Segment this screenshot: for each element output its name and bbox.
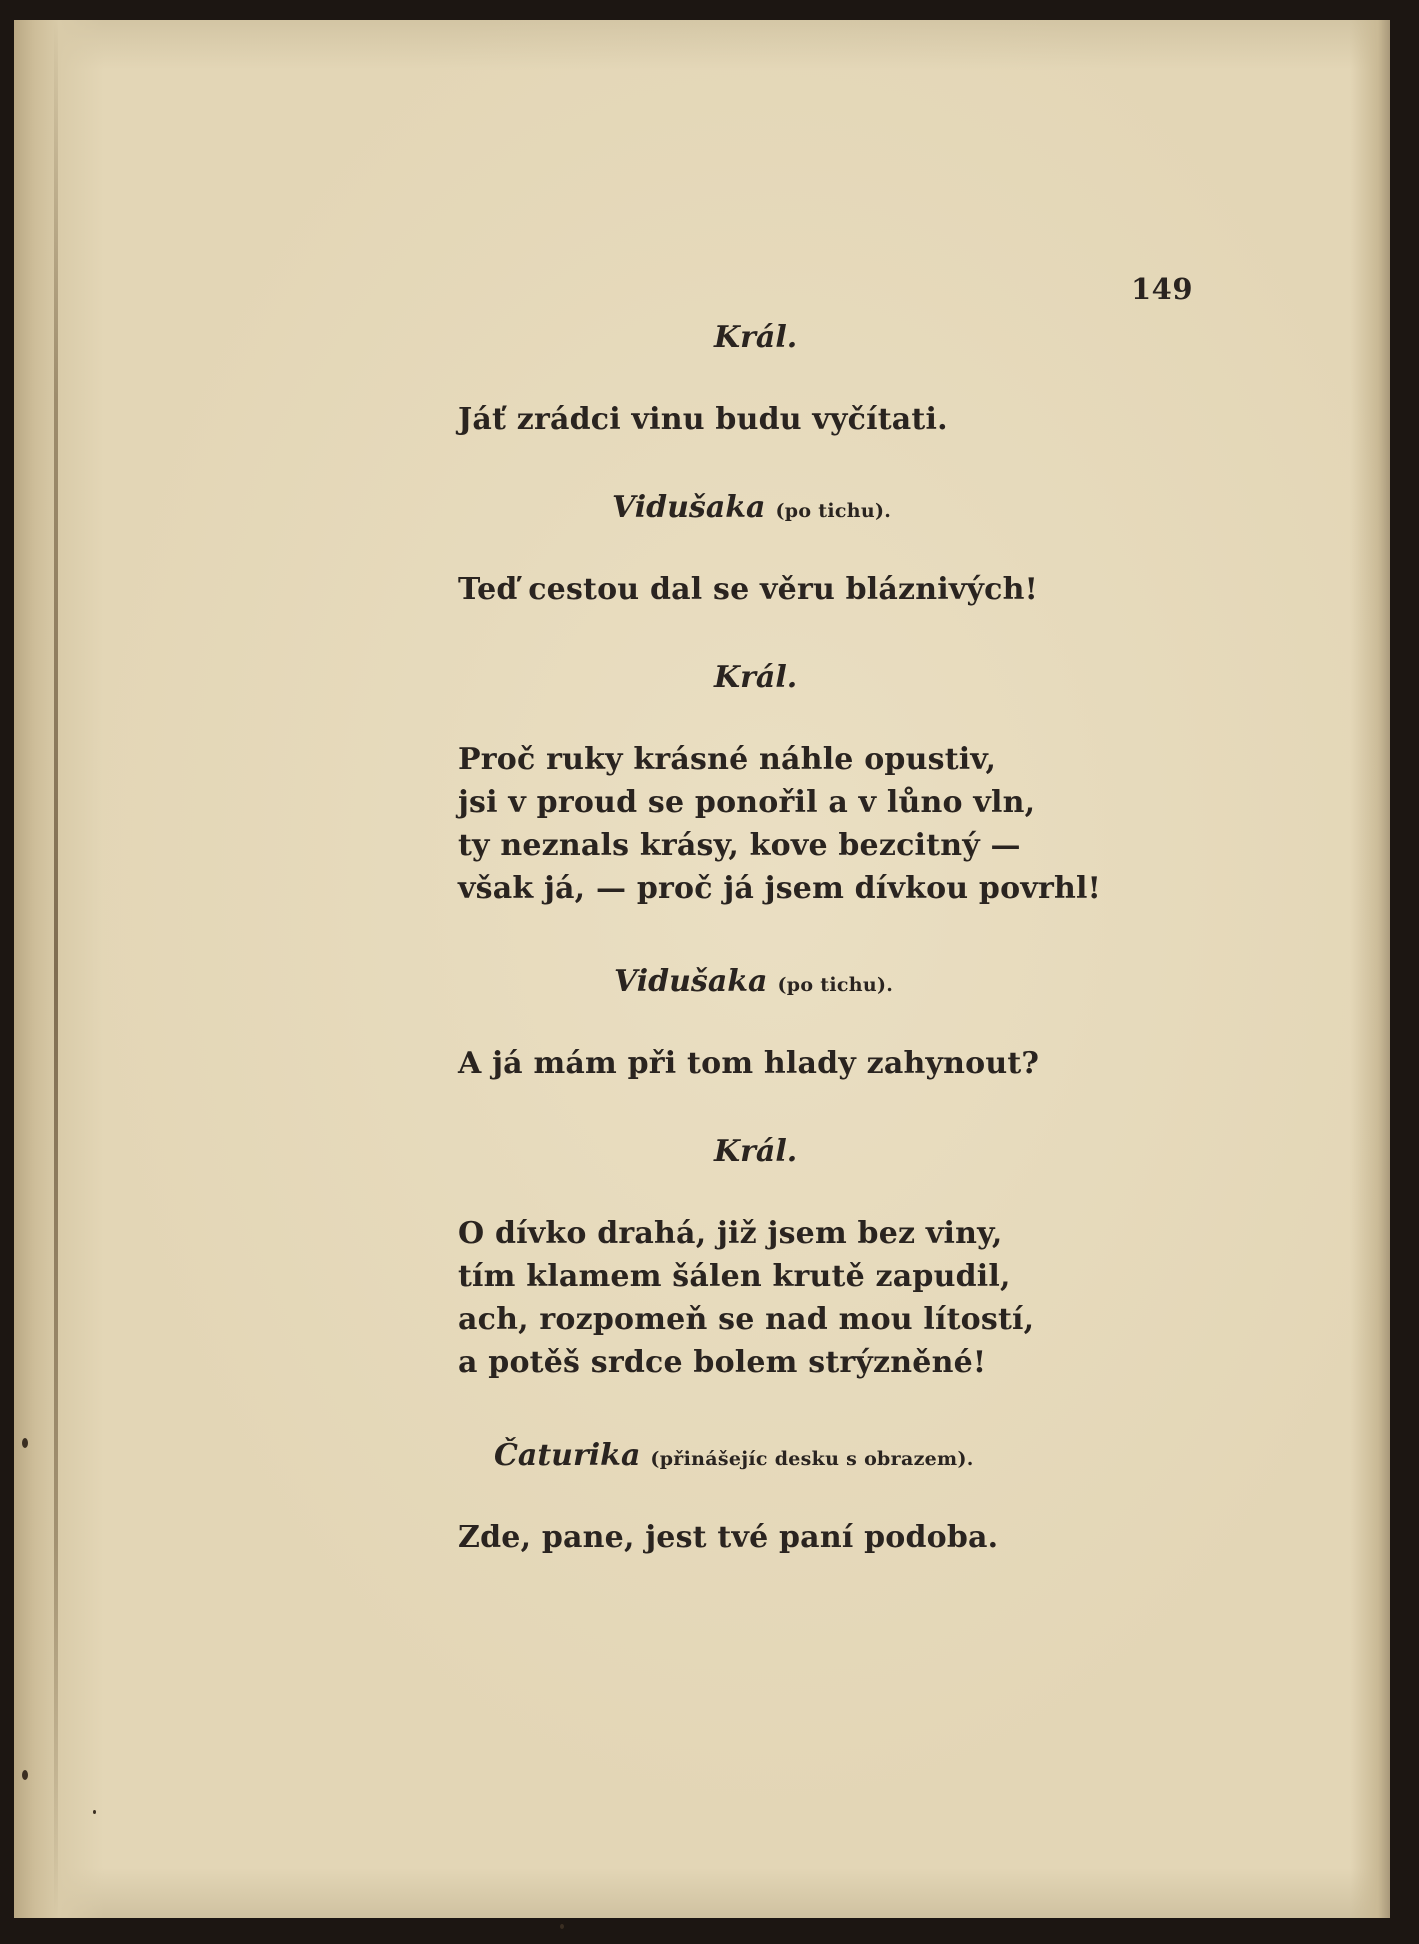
verse-line: Zde, pane, jest tvé paní podoba.: [458, 1520, 999, 1555]
stage-direction: (po tichu).: [775, 500, 892, 522]
page-gutter: [54, 20, 58, 1918]
speaker-name: Král.: [714, 660, 798, 695]
verse-block: [458, 1042, 1039, 1085]
speaker-heading: [714, 1134, 797, 1169]
verse-line: však já, — proč já jsem dívkou povrhl!: [458, 871, 1101, 906]
speaker-name: Vidušaka: [614, 964, 768, 999]
verse-block: [458, 398, 948, 441]
speaker-heading: [614, 964, 893, 999]
ink-speck: [22, 1438, 28, 1448]
ink-speck: [22, 1770, 28, 1780]
ink-speck: [560, 1924, 564, 1929]
speaker-name: Král.: [714, 1134, 798, 1169]
speaker-name: Vidušaka: [612, 490, 766, 525]
ink-speck: [93, 1810, 96, 1814]
verse-block: [458, 1516, 998, 1559]
speaker-heading: [714, 320, 797, 355]
speaker-heading: [714, 660, 797, 695]
speaker-name: Čaturika: [494, 1438, 641, 1473]
verse-line: O dívko drahá, již jsem bez viny,: [458, 1216, 1003, 1251]
speaker-heading: [494, 1438, 974, 1473]
verse-block: [458, 738, 1101, 910]
verse-block: [458, 568, 1038, 611]
verse-block: [458, 1212, 1034, 1384]
verse-line: ach, rozpomeň se nad mou lítostí,: [458, 1302, 1035, 1337]
speaker-heading: [612, 490, 891, 525]
book-page: [14, 20, 1390, 1918]
verse-line: tím klamem šálen krutě zapudil,: [458, 1259, 1011, 1294]
verse-line: jsi v proud se ponořil a v lůno vln,: [458, 785, 1036, 820]
stage-direction: (přinášejíc desku s obrazem).: [650, 1448, 974, 1470]
verse-line: Proč ruky krásné náhle opustiv,: [458, 742, 997, 777]
verse-line: A já mám při tom hlady zahynout?: [458, 1046, 1040, 1081]
stage-direction: (po tichu).: [777, 974, 894, 996]
page-number: 149: [1131, 272, 1194, 306]
verse-line: a potěš srdce bolem strýzněné!: [458, 1345, 987, 1380]
verse-line: Teď cestou dal se věru bláznivých!: [458, 572, 1038, 607]
verse-line: Jáť zrádci vinu budu vyčítati.: [458, 402, 948, 437]
speaker-name: Král.: [714, 320, 798, 355]
verse-line: ty neznals krásy, kove bezcitný —: [458, 828, 1021, 863]
